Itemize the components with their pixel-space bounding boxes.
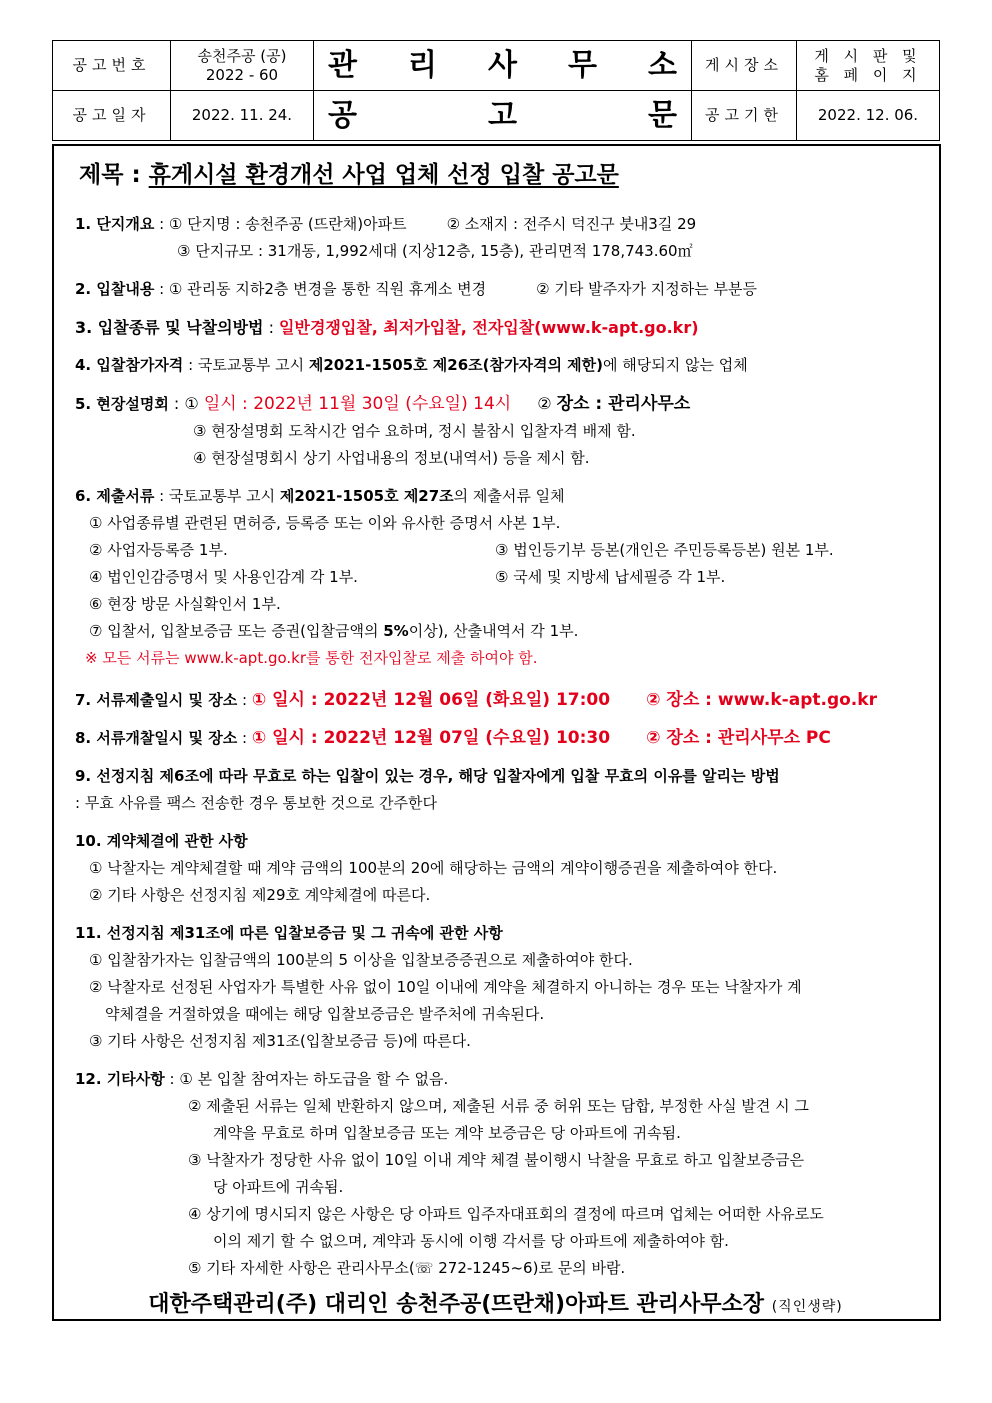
section-text: : 국토교통부 고시 (154, 487, 280, 505)
notice-date-label: 공고일자 (53, 91, 171, 141)
separator: : (237, 691, 252, 709)
section-11-line: ③ 기타 사항은 선정지침 제31조(입찰보증금 등)에 따른다. (89, 1032, 471, 1050)
section-1 (75, 211, 925, 238)
section-10-line: ① 낙찰자는 계약체결할 때 계약 금액의 100분의 20에 해당하는 금액의 계약이행증권을 제출하여야 한다. (89, 859, 778, 877)
section-12-line: ④ 상기에 명시되지 않은 사항은 당 아파트 입주자대표회의 결정에 따르며 업체는 어떠한 사유로도 (188, 1205, 824, 1223)
section-9-line: : 무효 사유를 팩스 전송한 경우 통보한 것으로 간주한다 (75, 794, 437, 812)
post-place-value (797, 41, 940, 91)
notice-no-line1: 송천주공 (공) (197, 46, 287, 65)
notice-title (314, 91, 692, 141)
title-prefix: 제목 : (79, 162, 149, 188)
section-text: : ① 본 입찰 참여자는 하도급을 할 수 없음. (164, 1070, 449, 1088)
section-text: : 국토교통부 고시 (183, 356, 309, 374)
doc-item: ⑥ 현장 방문 사실확인서 1부. (89, 595, 281, 613)
title-char: 사 (488, 47, 517, 83)
section-text: 에 해당되지 않는 업체 (603, 356, 748, 374)
title-char: 무 (568, 47, 597, 83)
doc-item-row (75, 564, 925, 591)
submit-datetime: ① 일시 : 2022년 12월 06일 (화요일) 17:00 (251, 690, 611, 710)
separator: : (263, 318, 280, 337)
section-1-line: ③ 단지규모 : 31개동, 1,992세대 (지상12층, 15층), 관리면적 178,743.60㎡ (177, 242, 693, 260)
section-text: ② 기타 발주자가 지정하는 부분등 (536, 280, 758, 298)
post-place-line2: 홈 페 이 지 (814, 65, 922, 84)
section-12 (75, 1066, 925, 1093)
notice-no-label: 공고번호 (53, 41, 171, 91)
title-char: 문 (648, 97, 677, 133)
section-label: 5. 현장설명회 (75, 395, 169, 413)
section-text: 의 제출서류 일체 (453, 487, 565, 505)
section-text: 제2021-1505호 제26조(참가자격의 제한) (308, 356, 604, 374)
doc-item: ③ 법인등기부 등본(개인은 주민등록등본) 원본 1부. (495, 541, 834, 559)
section-8 (75, 725, 925, 752)
section-text: : ① 단지명 : 송천주공 (뜨란채)아파트 (154, 215, 407, 233)
section-7 (75, 687, 925, 714)
doc-item-text: 5% (383, 622, 409, 640)
doc-item-text: ⑦ 입찰서, 입찰보증금 또는 증권(입찰금액의 (89, 622, 384, 640)
section-12-line: 이의 제기 할 수 없으며, 계약과 동시에 이행 각서를 당 아파트에 제출하여야 함. (213, 1232, 729, 1250)
doc-item: ④ 법인인감증명서 및 사용인감계 각 1부. (89, 568, 358, 586)
notice-no-line2: 2022 - 60 (205, 65, 279, 84)
section-2 (75, 276, 925, 303)
section-text: ② (537, 394, 557, 413)
separator: : (237, 729, 252, 747)
section-9: 9. 선정지침 제6조에 따라 무효로 하는 입찰이 있는 경우, 해당 입찰자에게 입찰 무효의 이유를 알리는 방법 (75, 767, 780, 785)
section-12-line: ② 제출된 서류는 일체 반환하지 않으며, 제출된 서류 중 허위 또는 담합, 부정한 사실 발견 시 그 (188, 1097, 809, 1115)
section-label: 4. 입찰참가자격 (75, 356, 184, 374)
section-text: 제2021-1505호 제27조 (279, 487, 454, 505)
seal-omitted-note: (직인생략) (771, 1299, 843, 1315)
opening-datetime: ① 일시 : 2022년 12월 07일 (수요일) 10:30 (251, 728, 611, 748)
doc-item (75, 618, 925, 645)
title-char: 소 (648, 47, 677, 83)
section-5-line: ③ 현장설명회 도착시간 엄수 요하며, 정시 불참시 입찰자격 배제 함. (193, 422, 636, 440)
doc-item-row (75, 537, 925, 564)
section-11-line: ① 입찰참가자는 입찰금액의 100분의 5 이상을 입찰보증증권으로 제출하여야 한다. (89, 951, 633, 969)
title-char: 관 (328, 47, 357, 83)
document-title (79, 156, 925, 189)
title-char: 리 (408, 47, 437, 83)
post-place-label: 게시장소 (692, 41, 797, 91)
section-11-line: ② 낙찰자로 선정된 사업자가 특별한 사유 없이 10일 이내에 계약을 체결하지 아니하는 경우 또는 낙찰자가 계 (89, 978, 802, 996)
section-12-line: 계약을 무효로 하며 입찰보증금 또는 계약 보증금은 당 아파트에 귀속됨. (213, 1124, 681, 1142)
office-title (314, 41, 692, 91)
section-4 (75, 352, 925, 379)
doc-item: ① 사업종류별 관련된 면허증, 등록증 또는 이와 유사한 증명서 사본 1부. (89, 514, 561, 532)
doc-item: ⑤ 국세 및 지방세 납세필증 각 1부. (495, 568, 726, 586)
briefing-place: 장소 : 관리사무소 (556, 394, 691, 414)
section-3 (75, 314, 925, 341)
signature-line (52, 1287, 939, 1318)
notice-header-table (52, 40, 940, 141)
section-label: 6. 제출서류 (75, 487, 155, 505)
section-10-line: ② 기타 사항은 선정지침 제29호 계약체결에 따른다. (89, 886, 431, 904)
section-label: 1. 단지개요 (75, 215, 155, 233)
briefing-datetime: 일시 : 2022년 11월 30일 (수요일) 14시 (203, 394, 512, 414)
section-10: 10. 계약체결에 관한 사항 (75, 832, 248, 850)
doc-item: ② 사업자등록증 1부. (89, 541, 228, 559)
section-text: : ① 관리동 지하2층 변경을 통한 직원 휴게소 변경 (154, 280, 487, 298)
section-11-line: 약체결을 거절하였을 때에는 해당 입찰보증금은 발주처에 귀속된다. (105, 1005, 545, 1023)
section-6 (75, 483, 925, 510)
section-12-line: ③ 낙찰자가 정당한 사유 없이 10일 이내 계약 체결 불이행시 낙찰을 무효로 하고 입찰보증금은 (188, 1151, 805, 1169)
post-place-line1: 게 시 판 및 (814, 46, 922, 65)
title-text: 휴게시설 환경개선 사업 업체 선정 입찰 공고문 (148, 162, 619, 188)
signer: 대한주택관리(주) 대리인 송천주공(뜨란채)아파트 관리사무소장 (148, 1292, 765, 1317)
opening-place: ② 장소 : 관리사무소 PC (646, 728, 831, 748)
section-label: 3. 입찰종류 및 낙찰의방법 (75, 318, 264, 337)
notice-date-value: 2022. 11. 24. (171, 91, 314, 141)
section-11: 11. 선정지침 제31조에 따른 입찰보증금 및 그 귀속에 관한 사항 (75, 924, 503, 942)
section-label: 2. 입찰내용 (75, 280, 155, 298)
submit-place: ② 장소 : www.k-apt.go.kr (646, 690, 877, 710)
title-char: 고 (488, 97, 517, 133)
deadline-value: 2022. 12. 06. (797, 91, 940, 141)
section-text: ② 소재지 : 전주시 덕진구 붓내3길 29 (446, 215, 697, 233)
section-label: 7. 서류제출일시 및 장소 (75, 691, 238, 709)
section-12-line: ⑤ 기타 자세한 사항은 관리사무소(☏ 272-1245~6)로 문의 바람. (188, 1259, 626, 1277)
section-12-line: 당 아파트에 귀속됨. (213, 1178, 344, 1196)
bid-type: 일반경쟁입찰, 최저가입찰, 전자입찰(www.k-apt.go.kr) (279, 318, 699, 337)
deadline-label: 공고기한 (692, 91, 797, 141)
title-char: 공 (328, 97, 357, 133)
section-text: : ① (168, 394, 204, 413)
submission-note: ※ 모든 서류는 www.k-apt.go.kr를 통한 전자입찰로 제출 하여야 함. (85, 649, 538, 667)
notice-body (75, 150, 925, 1282)
section-label: 8. 서류개찰일시 및 장소 (75, 729, 238, 747)
section-label: 12. 기타사항 (75, 1070, 165, 1088)
section-5 (75, 390, 925, 418)
doc-item-text: 이상), 산출내역서 각 1부. (408, 622, 579, 640)
section-5-line: ④ 현장설명회시 상기 사업내용의 정보(내역서) 등을 제시 함. (193, 449, 590, 467)
notice-no-value (171, 41, 314, 91)
